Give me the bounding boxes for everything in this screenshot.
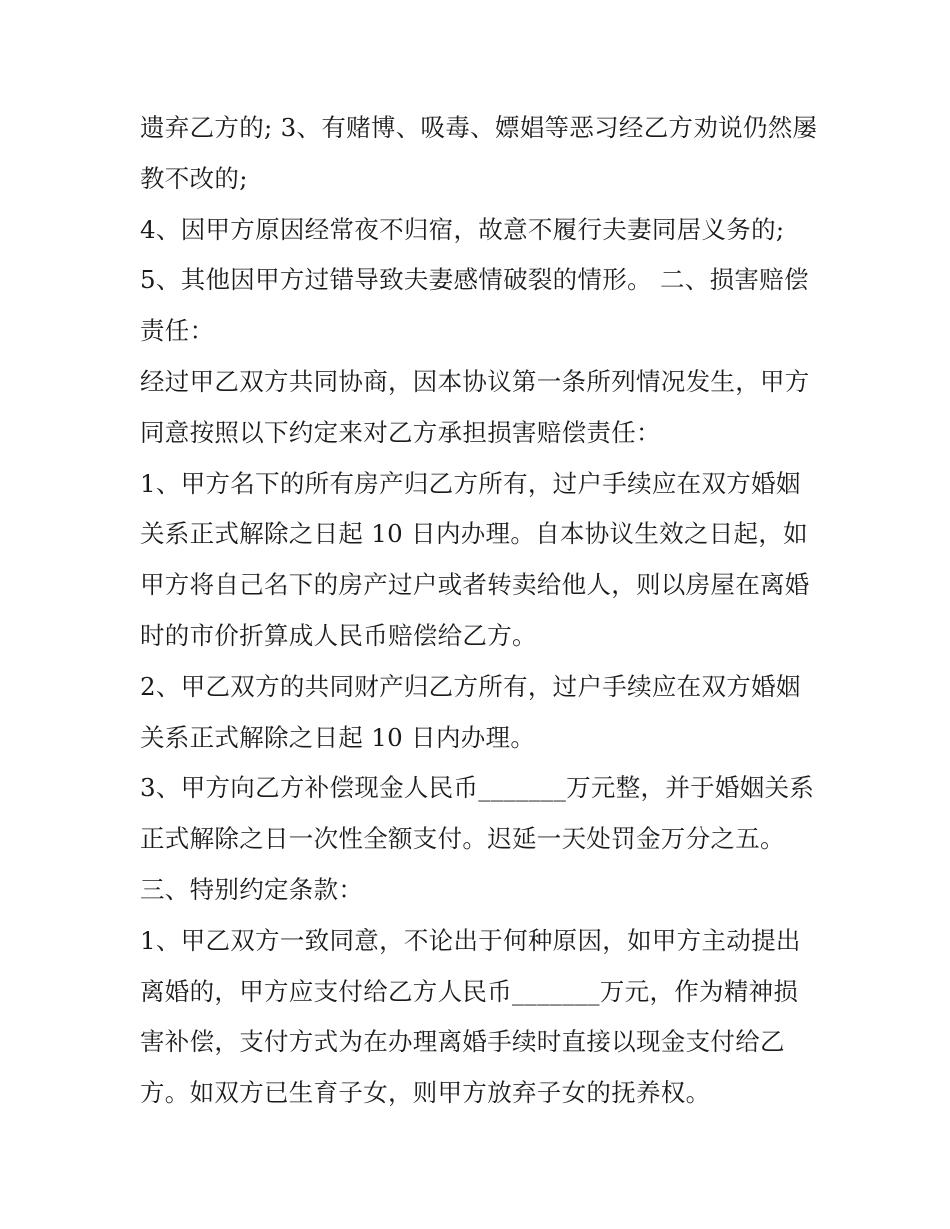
text-line: 1、甲乙双方一致同意，不论出于何种原因，如甲方主动提出	[140, 925, 801, 955]
text-line: 4、因甲方原因经常夜不归宿，故意不履行夫妻同居义务的;	[140, 214, 785, 244]
text-line: 3、甲方向乙方补偿现金人民币_______万元整，并于婚姻关系	[140, 773, 815, 803]
text-line: 经过甲乙双方共同协商，因本协议第一条所列情况发生，甲方	[140, 366, 810, 396]
text-line: 关系正式解除之日起 10 日内办理。自本协议生效之日起，如	[140, 519, 808, 549]
text-line: 时的市价折算成人民币赔偿给乙方。	[140, 620, 537, 650]
text-line: 2、甲乙双方的共同财产归乙方所有，过户手续应在双方婚姻	[140, 671, 801, 701]
text-line: 遗弃乙方的; 3、有赌博、吸毒、嫖娼等恶习经乙方劝说仍然屡	[140, 113, 818, 142]
text-line: 害补偿，支付方式为在办理离婚手续时直接以现金支付给乙	[140, 1027, 785, 1057]
text-line: 甲方将自己名下的房产过户或者转卖给他人，则以房屋在离婚	[140, 570, 810, 600]
text-line: 方。如双方已生育子女，则甲方放弃子女的抚养权。	[140, 1078, 711, 1108]
text-line: 5、其他因甲方过错导致夫妻感情破裂的情形。 二、损害赔偿	[140, 265, 809, 295]
text-line: 同意按照以下约定来对乙方承担损害赔偿责任：	[140, 417, 661, 447]
document-body	[140, 103, 820, 1119]
text-line: 三、特别约定条款：	[140, 874, 364, 904]
text-line: 关系正式解除之日起 10 日内办理。	[140, 722, 536, 752]
text-line: 离婚的，甲方应支付给乙方人民币_______万元，作为精神损	[140, 976, 799, 1006]
text-line: 1、甲方名下的所有房产归乙方所有，过户手续应在双方婚姻	[140, 468, 801, 498]
text-line: 教不改的;	[140, 163, 248, 193]
text-line: 责任：	[140, 316, 215, 346]
text-line: 正式解除之日一次性全额支付。迟延一天处罚金万分之五。	[140, 824, 785, 854]
